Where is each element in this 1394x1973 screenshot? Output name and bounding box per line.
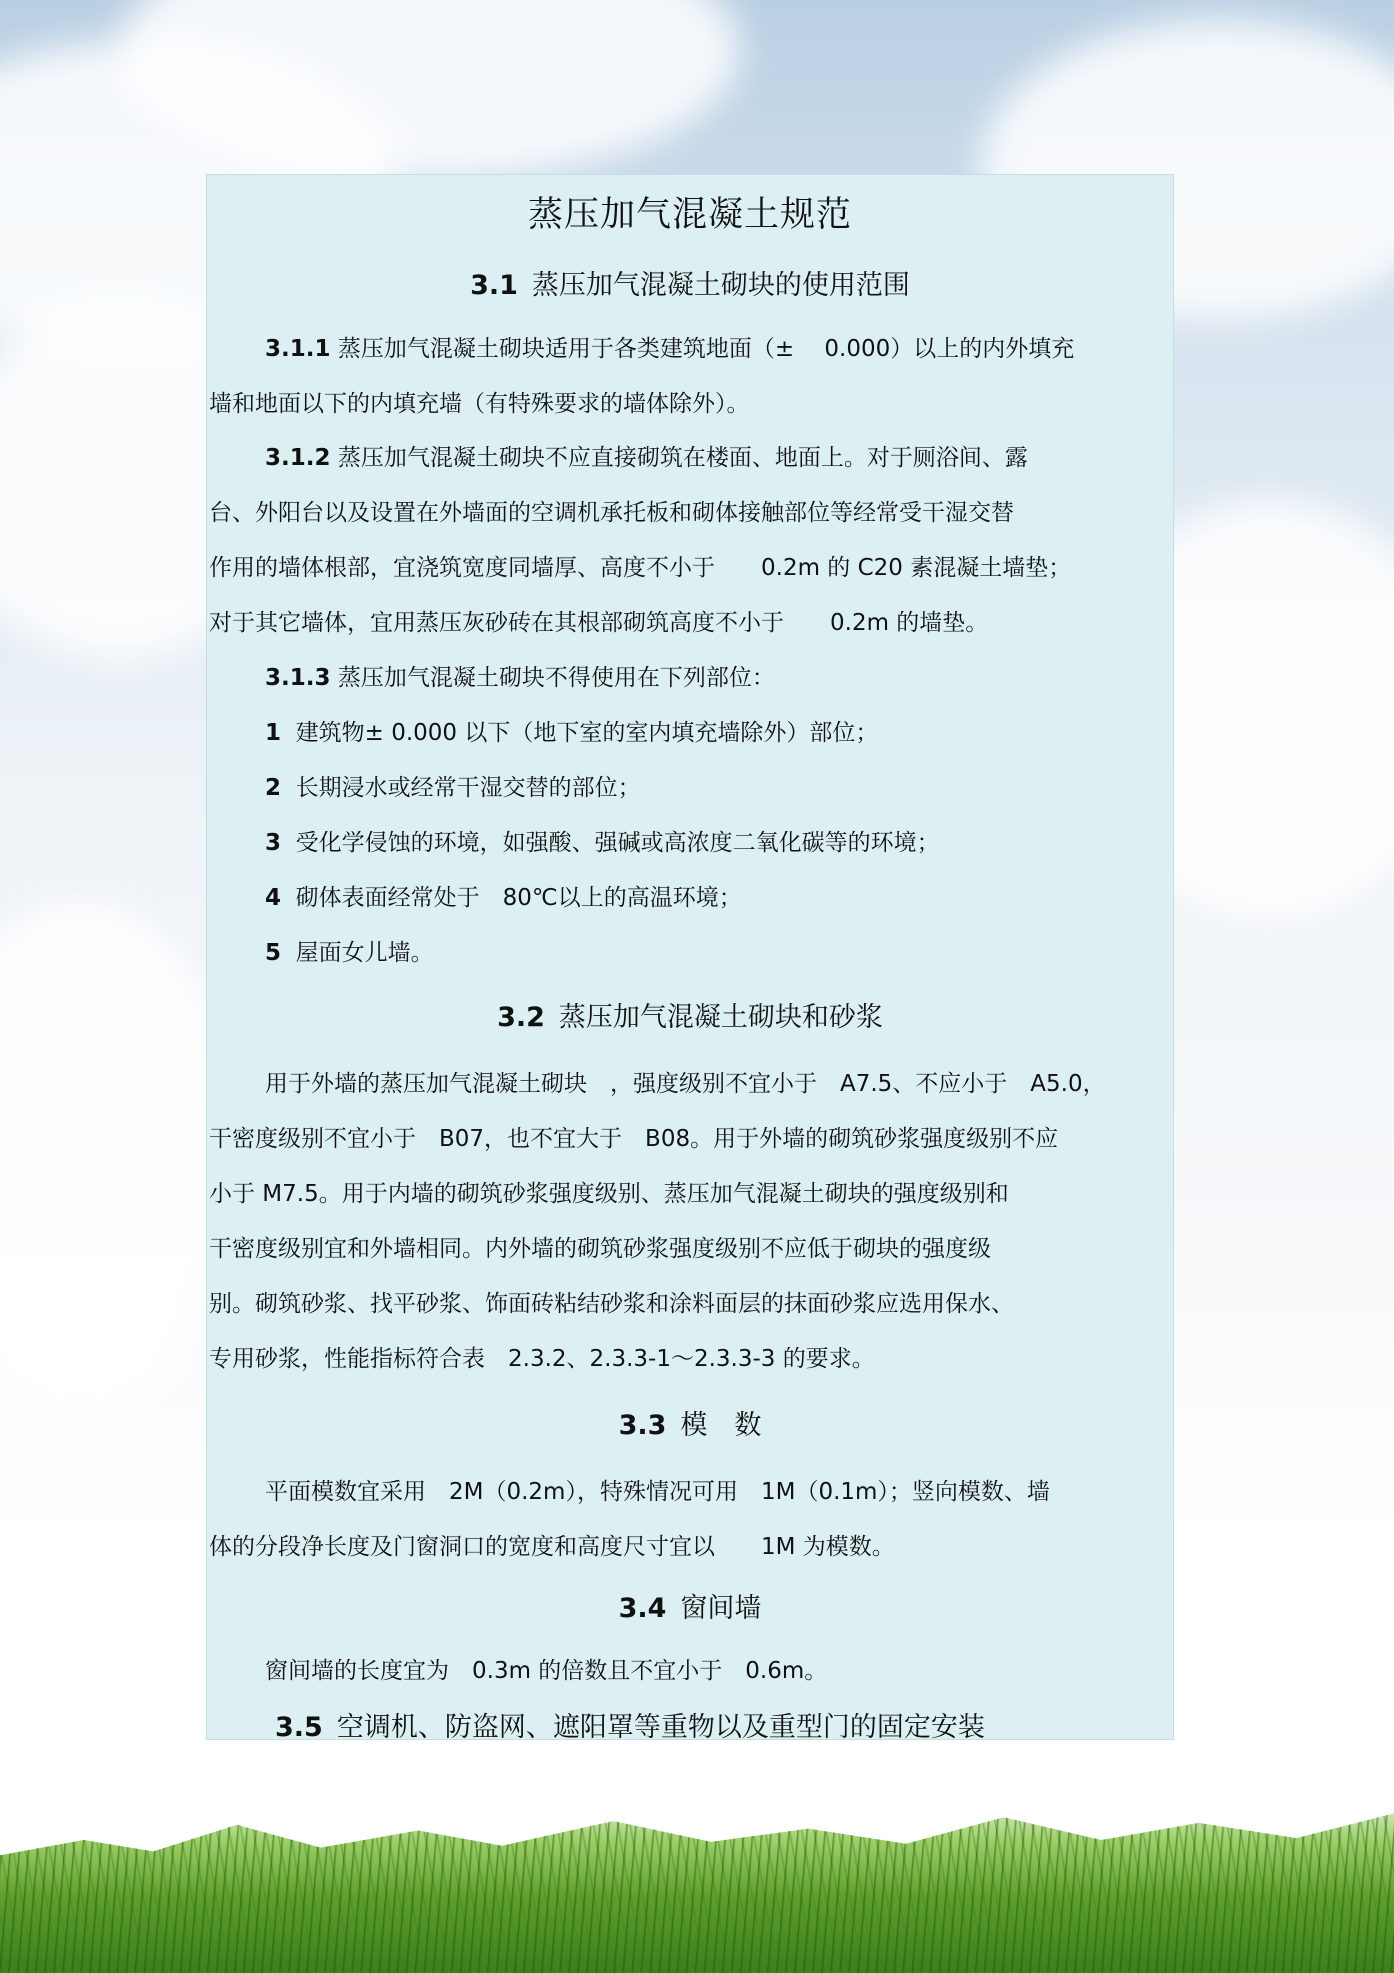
section-heading-3-2: 3.2 蒸压加气混凝土砌块和砂浆: [497, 1002, 883, 1033]
paragraph-3-2-line: 用于外墙的蒸压加气混凝土砌块 ，强度级别不宜小于 A7.5、不应小于 A5.0，: [265, 1071, 1106, 1097]
list-item: 2 长期浸水或经常干湿交替的部位；: [265, 775, 641, 801]
paragraph-3-2-line: 别。砌筑砂浆、找平砂浆、饰面砖粘结砂浆和涂料面层的抹面砂浆应选用保水、: [209, 1291, 1014, 1317]
paragraph-3-1-1-line: 3.1.1 蒸压加气混凝土砌块适用于各类建筑地面（± 0.000）以上的内外填充: [265, 336, 1075, 362]
section-heading-3-3: 3.3 模 数: [618, 1410, 762, 1441]
list-item: 5 屋面女儿墙。: [265, 940, 434, 966]
paragraph-3-1-3: 3.1.3 蒸压加气混凝土砌块不得使用在下列部位：: [265, 665, 775, 691]
cloud: [0, 900, 240, 1420]
page-title: 蒸压加气混凝土规范: [527, 195, 852, 235]
list-item: 4 砌体表面经常处于 80℃以上的高温环境；: [265, 885, 742, 911]
list-item: 3 受化学侵蚀的环境，如强酸、强碱或高浓度二氧化碳等的环境；: [265, 830, 940, 856]
document-panel: [206, 174, 1174, 1743]
paragraph-3-4: 窗间墙的长度宜为 0.3m 的倍数且不宜小于 0.6m。: [265, 1658, 828, 1684]
paragraph-3-1-2-line: 台、外阳台以及设置在外墙面的空调机承托板和砌体接触部位等经常受干湿交替: [209, 500, 1014, 526]
paragraph-3-2-line: 专用砂浆，性能指标符合表 2.3.2、2.3.3-1～2.3.3-3 的要求。: [209, 1346, 875, 1372]
grass-field: [0, 1783, 1394, 1973]
section-heading-3-5: 3.5 空调机、防盗网、遮阳罩等重物以及重型门的固定安装: [275, 1712, 985, 1743]
list-item: 1 建筑物± 0.000 以下（地下室的室内填充墙除外）部位；: [265, 720, 879, 746]
section-heading-3-4: 3.4 窗间墙: [618, 1593, 762, 1624]
paragraph-3-2-line: 干密度级别宜和外墙相同。内外墙的砌筑砂浆强度级别不应低于砌块的强度级: [209, 1236, 991, 1262]
paragraph-3-2-line: 小于 M7.5。用于内墙的砌筑砂浆强度级别、蒸压加气混凝土砌块的强度级别和: [209, 1181, 1009, 1207]
paragraph-3-2-line: 干密度级别不宜小于 B07，也不宜大于 B08。用于外墙的砌筑砂浆强度级别不应: [209, 1126, 1059, 1152]
section-heading-3-1: 3.1 蒸压加气混凝土砌块的使用范围: [470, 270, 910, 301]
paragraph-3-1-2-line: 对于其它墙体，宜用蒸压灰砂砖在其根部砌筑高度不小于 0.2m 的墙垫。: [209, 610, 989, 636]
paragraph-3-3-line: 体的分段净长度及门窗洞口的宽度和高度尺寸宜以 1M 为模数。: [209, 1534, 895, 1560]
paragraph-3-1-2-line: 3.1.2 蒸压加气混凝土砌块不应直接砌筑在楼面、地面上。对于厕浴间、露: [265, 445, 1028, 471]
paragraph-3-1-2-line: 作用的墙体根部，宜浇筑宽度同墙厚、高度不小于 0.2m 的 C20 素混凝土墙垫；: [209, 555, 1072, 581]
paragraph-3-3-line: 平面模数宜采用 2M（0.2m），特殊情况可用 1M（0.1m）；竖向模数、墙: [265, 1479, 1050, 1505]
paragraph-3-1-1-line: 墙和地面以下的内填充墙（有特殊要求的墙体除外）。: [209, 391, 750, 417]
